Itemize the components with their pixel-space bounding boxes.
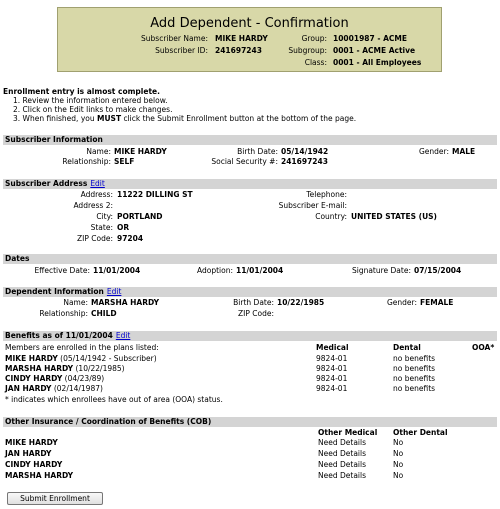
subscriber-id-value: 241697243	[215, 46, 262, 55]
subscriber-name-label: Subscriber Name:	[141, 34, 208, 43]
section-title: Benefits as of 11/01/2004	[5, 331, 113, 340]
address-label: Address:	[80, 190, 113, 199]
benefits-intro: Members are enrolled in the plans listed:	[5, 343, 159, 352]
section-title: Subscriber Information	[5, 135, 103, 144]
cob-member-name: CINDY HARDY	[5, 460, 63, 469]
subscriber-relationship: SELF	[114, 157, 135, 166]
city-value: PORTLAND	[117, 212, 163, 221]
edit-benefits-link[interactable]: Edit	[115, 331, 131, 340]
birth-date-label: Birth Date:	[237, 147, 278, 156]
confirmation-header	[57, 7, 442, 72]
section-title: Subscriber Address	[5, 179, 88, 188]
dependent-gender-label: Gender:	[386, 298, 417, 307]
cob-member-name: MARSHA HARDY	[5, 471, 74, 480]
member-detail: (04/23/89)	[64, 374, 105, 383]
signature-date-value: 07/15/2004	[414, 266, 462, 275]
dependent-zip-label: ZIP Code:	[238, 309, 274, 318]
benefits-row	[5, 384, 103, 393]
dental-plan: no benefits	[393, 354, 436, 363]
other-dental-value: No	[393, 438, 404, 447]
benefits-row	[5, 374, 104, 383]
medical-plan: 9824-01	[316, 364, 348, 373]
instructions-title: Enrollment entry is almost complete.	[3, 87, 160, 96]
instruction-step-2: 2. Click on the Edit links to make changes.	[13, 105, 173, 114]
group-value: 10001987 - ACME	[333, 34, 407, 43]
cob-header	[3, 417, 497, 427]
group-label: Group:	[301, 34, 327, 43]
dependent-information-header	[3, 287, 497, 297]
other-medical-value: Need Details	[318, 449, 366, 458]
dependent-birth-label: Birth Date:	[233, 298, 274, 307]
instruction-step-3	[13, 114, 356, 123]
dependent-name-label: Name:	[63, 298, 88, 307]
dependent-relationship: CHILD	[91, 309, 117, 318]
edit-subscriber-address-link[interactable]: Edit	[90, 179, 105, 188]
class-label: Class:	[304, 58, 327, 67]
dental-plan: no benefits	[393, 364, 436, 373]
other-medical-value: Need Details	[318, 438, 366, 447]
effective-date-value: 11/01/2004	[93, 266, 141, 275]
medical-column-header: Medical	[316, 343, 349, 352]
dependent-birth-date: 10/22/1985	[277, 298, 325, 307]
other-medical-column-header: Other Medical	[318, 428, 378, 437]
medical-plan: 9824-01	[316, 354, 348, 363]
benefits-row	[5, 364, 125, 373]
dental-plan: no benefits	[393, 384, 436, 393]
zip-value: 97204	[117, 234, 144, 243]
subscriber-birth-date: 05/14/1942	[281, 147, 329, 156]
page-title: Add Dependent - Confirmation	[150, 16, 349, 31]
ooa-column-header: OOA*	[472, 343, 495, 352]
medical-plan: 9824-01	[316, 384, 348, 393]
cob-member-name: JAN HARDY	[5, 449, 52, 458]
medical-plan: 9824-01	[316, 374, 348, 383]
subscriber-name-value: MIKE HARDY	[215, 34, 268, 43]
other-dental-value: No	[393, 449, 404, 458]
subscriber-id-label: Subscriber ID:	[155, 46, 208, 55]
ooa-footnote: * indicates which enrollees have out of area (OOA) status.	[5, 395, 223, 404]
adoption-label: Adoption:	[196, 266, 233, 275]
cob-member-name: MIKE HARDY	[5, 438, 58, 447]
member-detail: (10/22/1985)	[75, 364, 125, 373]
subscriber-address-header	[3, 179, 497, 189]
class-value: 0001 - All Employees	[333, 58, 422, 67]
other-dental-value: No	[393, 460, 404, 469]
instruction-step-3-post: click the Submit Enrollment button at the bottom of the page.	[121, 114, 357, 123]
address2-label: Address 2:	[73, 201, 113, 210]
other-dental-value: No	[393, 471, 404, 480]
subscriber-gender: MALE	[452, 147, 476, 156]
member-name: JAN HARDY	[5, 384, 52, 393]
adoption-value: 11/01/2004	[236, 266, 284, 275]
subscriber-name: MIKE HARDY	[114, 147, 167, 156]
dependent-gender: FEMALE	[420, 298, 454, 307]
member-detail: (05/14/1942 - Subscriber)	[60, 354, 157, 363]
address-value: 11222 DILLING ST	[117, 190, 193, 199]
benefits-row	[5, 354, 157, 363]
ssn-label: Social Security #:	[211, 157, 278, 166]
telephone-label: Telephone:	[306, 190, 347, 199]
member-name: CINDY HARDY	[5, 374, 63, 383]
edit-dependent-information-link[interactable]: Edit	[106, 287, 122, 296]
section-title: Dependent Information	[5, 287, 104, 296]
other-medical-value: Need Details	[318, 471, 366, 480]
name-label: Name:	[86, 147, 111, 156]
country-value: UNITED STATES (US)	[351, 212, 437, 221]
dependent-name: MARSHA HARDY	[91, 298, 160, 307]
member-name: MIKE HARDY	[5, 354, 58, 363]
benefits-header	[3, 331, 497, 341]
other-medical-value: Need Details	[318, 460, 366, 469]
member-name: MARSHA HARDY	[5, 364, 74, 373]
state-value: OR	[117, 223, 130, 232]
relationship-label: Relationship:	[62, 157, 111, 166]
section-title: Dates	[5, 254, 30, 263]
instruction-step-1: 1. Review the information entered below.	[13, 96, 168, 105]
subscriber-information-header	[3, 135, 497, 145]
email-label: Subscriber E-mail:	[278, 201, 347, 210]
submit-enrollment-button[interactable]: Submit Enrollment	[7, 492, 103, 505]
subgroup-label: Subgroup:	[288, 46, 327, 55]
country-label: Country:	[315, 212, 347, 221]
member-detail: (02/14/1987)	[53, 384, 103, 393]
signature-date-label: Signature Date:	[351, 266, 411, 275]
state-label: State:	[90, 223, 113, 232]
dental-plan: no benefits	[393, 374, 436, 383]
effective-date-label: Effective Date:	[34, 266, 90, 275]
other-dental-column-header: Other Dental	[393, 428, 448, 437]
section-title: Other Insurance / Coordination of Benefits (COB)	[5, 417, 212, 426]
instruction-step-3-pre: 3. When finished, you	[13, 114, 97, 123]
zip-label: ZIP Code:	[77, 234, 113, 243]
subscriber-ssn: 241697243	[281, 157, 328, 166]
dates-header	[3, 254, 497, 264]
dental-column-header: Dental	[393, 343, 421, 352]
gender-label: Gender:	[418, 147, 449, 156]
subgroup-value: 0001 - ACME Active	[333, 46, 416, 55]
instruction-step-3-must: MUST	[97, 114, 122, 123]
dependent-relationship-label: Relationship:	[39, 309, 88, 318]
city-label: City:	[96, 212, 113, 221]
